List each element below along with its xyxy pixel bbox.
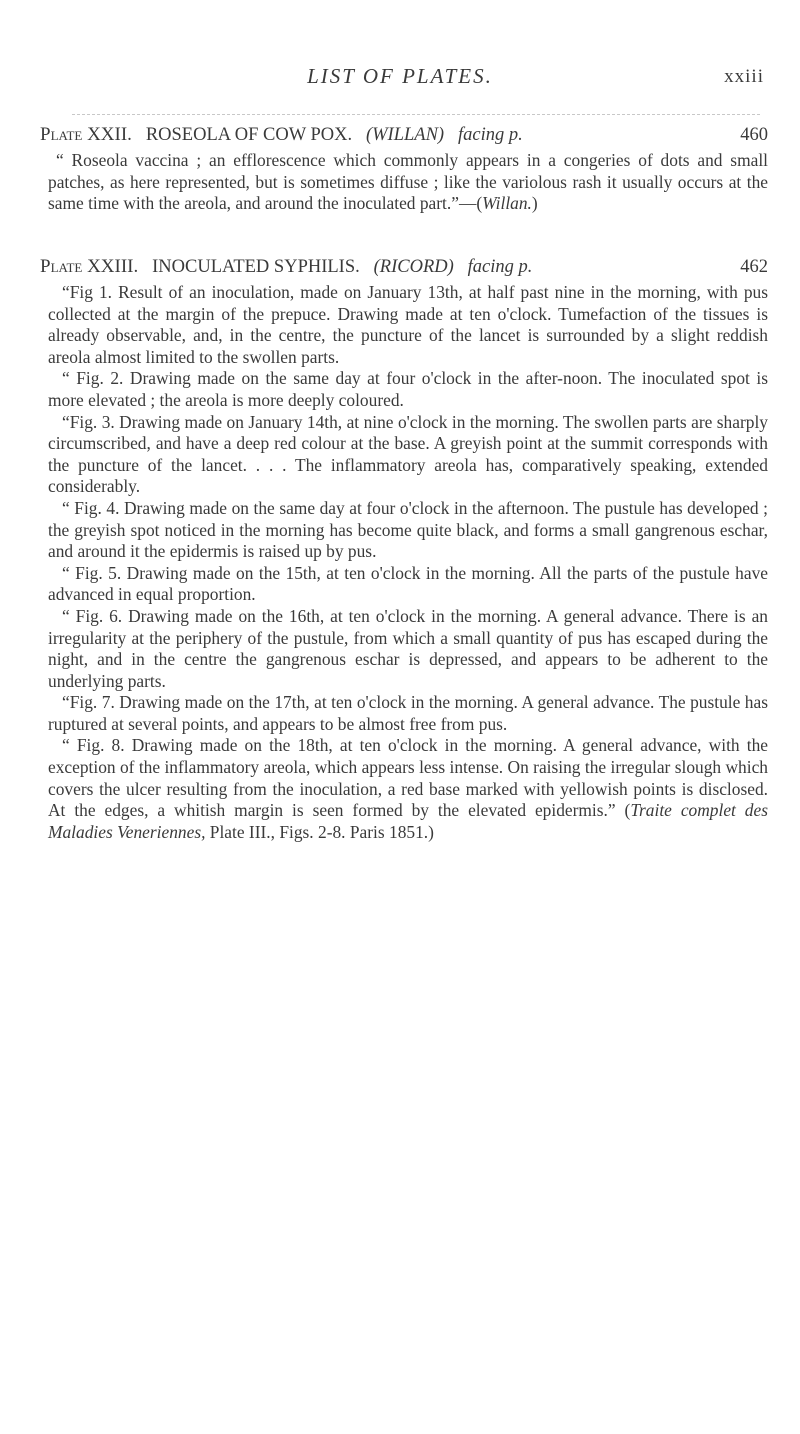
- facing-label: facing p.: [457, 125, 523, 145]
- fig-1-paragraph: “Fig 1. Result of an inoculation, made on January 13th, at half past nine in the morning, with pus collected at the margin of the prepuce. Drawing made at ten o'clock. Tumefaction of the tissues is already observable, and, in the centre, the puncture of the lancet is surrounded by a slight reddish areola almost limited to the swollen parts.: [48, 282, 768, 367]
- description-paragraph: “ Roseola vaccina ; an efflorescence which commonly appears in a congeries of dots and small patches, as here represented, but is sometimes diffuse ; like the variolous rash it usually occurs at the same time with the areola, and around the inoculated part.”—(Willan.): [48, 150, 768, 214]
- citation-italic: Willan.: [482, 193, 532, 214]
- plate-page-ref: 460: [740, 125, 768, 145]
- fig-3-paragraph: “Fig. 3. Drawing made on January 14th, at nine o'clock in the morning. The swollen parts are sharply circumscribed, and have a deep red colour at the base. A greyish point at the summit corresponds with the puncture of the lancet. . . . The inflammatory areola has, comparatively speaking, extended considerably.: [48, 411, 768, 497]
- facing-label: facing p.: [467, 257, 533, 277]
- plate-heading: [40, 252, 768, 282]
- plate-author: (WILLAN): [365, 125, 445, 145]
- plate-title: ROSEOLA OF COW POX.: [145, 125, 353, 145]
- plate-description: [48, 282, 768, 843]
- header-rule: [72, 114, 760, 115]
- plate-label: Plate XXII.: [40, 124, 132, 145]
- fig-5-paragraph: “ Fig. 5. Drawing made on the 15th, at ten o'clock in the morning. All the parts of the pustule have advanced in equal proportion.: [48, 562, 768, 605]
- fig-6-paragraph: “ Fig. 6. Drawing made on the 16th, at ten o'clock in the morning. A general advance. There is an irregularity at the periphery of the pustule, from which a small quantity of pus has escaped during the night, and in the centre the gangrenous eschar is depressed, and appears to be adherent to the underlying parts.: [48, 605, 768, 691]
- plate-entry: [40, 120, 768, 215]
- running-title: LIST OF PLATES.: [307, 64, 493, 88]
- running-head: [0, 60, 800, 100]
- fig-7-paragraph: “Fig. 7. Drawing made on the 17th, at ten o'clock in the morning. A general advance. The pustule has ruptured at several points, and appears to be almost free from pus.: [48, 692, 768, 734]
- plate-title: INOCULATED SYPHILIS.: [152, 257, 360, 277]
- plate-author: (RICORD): [373, 257, 454, 277]
- plate-description: [48, 150, 768, 215]
- plate-entry: [40, 252, 768, 843]
- citation-italic: Traite complet des Maladies Veneriennes,: [48, 800, 768, 842]
- page-number: xxiii: [724, 66, 764, 87]
- plate-page-ref: 462: [740, 257, 768, 277]
- fig-8-paragraph: “ Fig. 8. Drawing made on the 18th, at ten o'clock in the morning. A general advance, with the exception of the inflammatory areola, which appears less intense. On raising the irregular slough which covers the ulcer resulting from the inoculation, a red base marked with yellowish points is disclosed. At the edges, a whitish margin is seen formed by the elevated epidermis.” (Traite complet des Maladies Veneriennes, Plate III., Figs. 2-8. Paris 1851.): [48, 735, 768, 842]
- fig-4-paragraph: “ Fig. 4. Drawing made on the same day at four o'clock in the afternoon. The pustule has developed ; the greyish spot noticed in the morning has become quite black, and forms a small gangrenous eschar, and around it the epidermis is raised up by pus.: [48, 497, 768, 562]
- plate-label: Plate XXIII.: [40, 256, 139, 277]
- fig-2-paragraph: “ Fig. 2. Drawing made on the same day at four o'clock in the after-noon. The inoculated spot is more elevated ; the areola is more deeply coloured.: [48, 368, 768, 410]
- plate-heading: [40, 120, 768, 150]
